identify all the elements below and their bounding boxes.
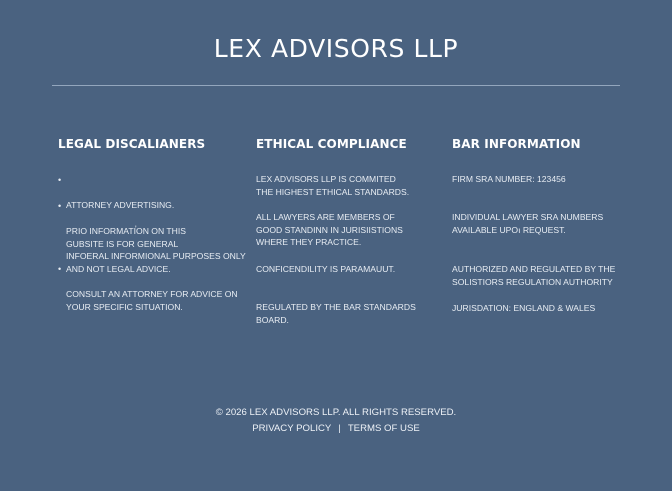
list-item: AUTHORIZED AND REGULATED BY THE SOLISTIORS REGULATION AUTHORITY bbox=[452, 264, 616, 287]
footer-link-separator: | bbox=[338, 423, 341, 434]
privacy-policy-link[interactable]: PRIVACY POLICY bbox=[252, 423, 332, 434]
legal-disclaimers-column bbox=[58, 137, 248, 312]
header-divider bbox=[52, 85, 620, 86]
bullet-icon: • bbox=[58, 264, 62, 274]
bar-information-heading: BAR INFORMATION bbox=[452, 137, 581, 151]
bullet-icon: • bbox=[58, 201, 62, 211]
list-item: REGULATED BY THE BAR STANDARDS BOARD. bbox=[256, 302, 416, 325]
footer-links bbox=[0, 423, 672, 434]
list-item-text: ATTORNEY ADVERTISING. bbox=[66, 200, 175, 210]
terms-of-use-link[interactable]: TERMS OF USE bbox=[347, 423, 420, 434]
list-item-text: CONSULT AN ATTORNEY FOR ADVICE ON YOUR SPECIFIC SITUATION. bbox=[66, 289, 238, 312]
list-item: CONFICENDILITY IS PARAMAUUT. bbox=[256, 264, 396, 274]
list-item: JURISDATION: ENGLAND & WALES bbox=[452, 303, 596, 313]
legal-disclaimers-heading: LEGAL DISCALIANERS bbox=[58, 137, 206, 151]
list-item: FIRM SRA NUMBER: 123456 bbox=[452, 174, 566, 184]
ethical-compliance-column bbox=[256, 137, 446, 325]
list-item: ALL LAWYERS ARE MEMBERS OF GOOD STANDINN IN JURISIISTIONS WHERE THEY PRACTICE. bbox=[256, 212, 403, 247]
bar-information-column bbox=[452, 137, 642, 313]
list-item bbox=[58, 263, 238, 313]
bullet-icon: • bbox=[58, 175, 62, 185]
list-item: INDIVIDUAL LAWYER SRA NUMBERS AVAILABLE UPOı REQUEST. bbox=[452, 212, 604, 235]
site-title: LEX ADVISORS LLP bbox=[213, 34, 459, 63]
list-item-text: PRIO INFORMATI̕ON ON THIS GUBSITE IS FOR GENERAL INFOERAL INFORMIONAL PURPOSES ONLY AND NOT LEGAL ADVICE. bbox=[66, 226, 246, 274]
ethical-compliance-heading: ETHICAL COMPLIANCE bbox=[256, 137, 407, 151]
copyright-text: © 2026 LEX ADVISORS LLP. ALL RIGHTS RESERVED. bbox=[215, 407, 457, 418]
list-item: LEX ADVISORS LLP IS COMMITED THE HIGHEST ETHICAL STANDARDS. bbox=[256, 174, 410, 197]
